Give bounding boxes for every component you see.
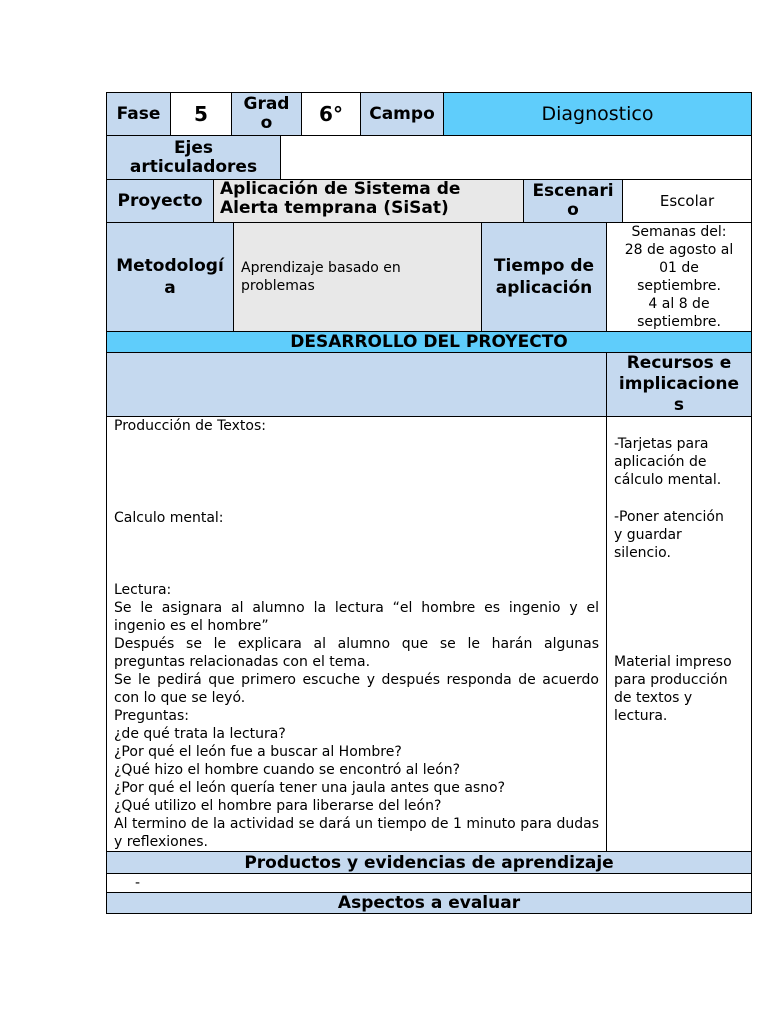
lectura-line: ¿Qué hizo el hombre cuando se encontró al león? — [114, 762, 461, 778]
produccion-title: Producción de Textos: — [114, 418, 266, 434]
lectura-line: ¿Por qué el león fue a buscar al Hombre? — [114, 744, 402, 760]
lectura-block — [114, 581, 599, 851]
recurso-item: -Poner atención y guardar silencio. — [614, 509, 724, 561]
activities-header — [106, 352, 607, 417]
aspectos-title: Aspectos a evaluar — [106, 892, 752, 914]
escenario-value: Escolar — [622, 179, 752, 223]
tiempo-label: Tiempo de aplicación — [481, 222, 607, 332]
productos-value: - — [106, 873, 752, 893]
campo-value: Diagnostico — [443, 92, 752, 136]
lectura-line: Se le asignara al alumno la lectura “el hombre es ingenio y el ingenio es el hombre” — [114, 600, 599, 634]
metodologia-value: Aprendizaje basado en problemas — [233, 222, 482, 332]
proyecto-value: Aplicación de Sistema de Alerta temprana (SiSat) — [213, 179, 524, 223]
lectura-line: ¿Por qué el león quería tener una jaula antes que asno? — [114, 780, 506, 796]
productos-title: Productos y evidencias de aprendizaje — [106, 851, 752, 874]
lectura-line: Lectura: — [114, 582, 172, 598]
lectura-line: Al termino de la actividad se dará un tiempo de 1 minuto para dudas y reflexiones. — [114, 816, 599, 850]
calculo-title: Calculo mental: — [114, 510, 224, 526]
proyecto-label: Proyecto — [106, 179, 214, 223]
desarrollo-title: DESARROLLO DEL PROYECTO — [106, 331, 752, 353]
fase-value: 5 — [170, 92, 232, 136]
lectura-line: ¿Qué utilizo el hombre para liberarse del león? — [114, 798, 442, 814]
lectura-line: Después se le explicara al alumno que se le harán algunas preguntas relacionadas con el tema. — [114, 636, 599, 670]
grado-value: 6° — [301, 92, 361, 136]
ejes-label: Ejes articuladores — [106, 135, 281, 180]
recurso-item: -Tarjetas para aplicación de cálculo mental. — [614, 436, 722, 488]
recursos-header: Recursos e implicacione s — [606, 352, 752, 417]
campo-label: Campo — [360, 92, 444, 136]
ejes-value — [280, 135, 752, 180]
lectura-line: Se le pedirá que primero escuche y después responda de acuerdo con lo que se leyó. — [114, 672, 599, 706]
fase-label: Fase — [106, 92, 171, 136]
recursos-cell — [606, 416, 752, 852]
grado-label: Grad o — [231, 92, 302, 136]
lectura-line: Preguntas: — [114, 708, 189, 724]
metodologia-label: Metodologí a — [106, 222, 234, 332]
escenario-label: Escenari o — [523, 179, 623, 223]
activities-cell — [106, 416, 607, 852]
lectura-line: ¿de qué trata la lectura? — [114, 726, 286, 742]
tiempo-value: Semanas del: 28 de agosto al 01 de septiembre. 4 al 8 de septiembre. — [606, 222, 752, 332]
recurso-item: Material impreso para producción de textos y lectura. — [614, 654, 732, 724]
